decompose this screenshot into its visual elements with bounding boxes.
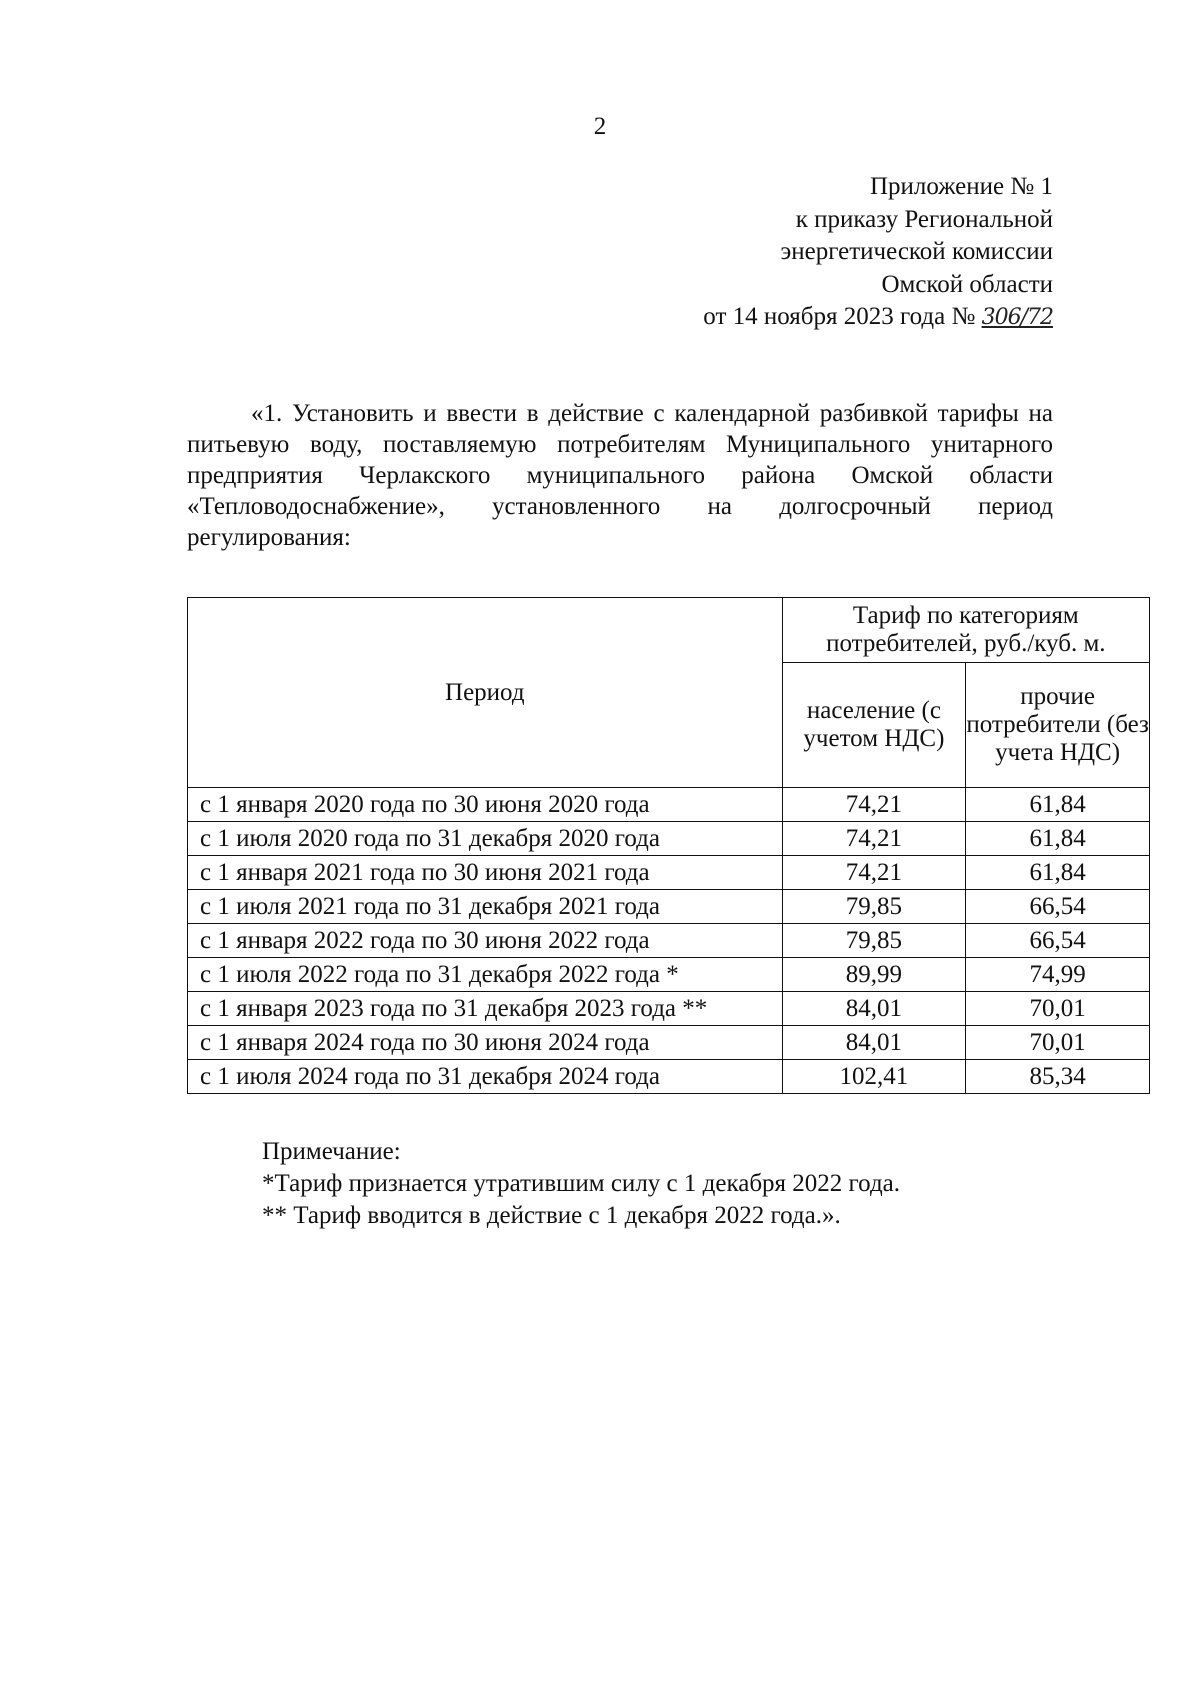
population-tariff-cell: 79,85 [782,890,966,924]
others-tariff-cell: 66,54 [966,890,1150,924]
others-tariff-cell: 70,01 [966,992,1150,1026]
others-tariff-cell: 85,34 [966,1060,1150,1094]
period-cell: с 1 января 2022 года по 30 июня 2022 года [188,924,783,958]
table-row [188,890,1150,924]
appendix-order-ref: к приказу Региональной [795,205,1053,233]
period-cell: с 1 января 2021 года по 30 июня 2021 года [188,856,783,890]
period-cell: с 1 января 2023 года по 31 декабря 2023 года ** [188,992,783,1026]
table-row [188,958,1150,992]
order-number: 306/72 [981,305,1053,330]
population-tariff-cell: 84,01 [782,992,966,1026]
period-cell: с 1 июля 2021 года по 31 декабря 2021 года [188,890,783,924]
population-tariff-cell: 79,85 [782,924,966,958]
population-tariff-cell: 74,21 [782,856,966,890]
others-tariff-cell: 61,84 [966,788,1150,822]
period-cell: с 1 июля 2020 года по 31 декабря 2020 года [188,822,783,856]
appendix-header [703,171,1053,335]
table-row [188,1026,1150,1060]
header-population: население (с учетом НДС) [782,663,966,788]
population-tariff-cell: 102,41 [782,1060,966,1094]
notes-title: Примечание: [262,1138,401,1165]
others-tariff-cell: 61,84 [966,856,1150,890]
tariff-table [187,597,1150,1094]
table-row [188,822,1150,856]
appendix-commission: энергетической комиссии [780,238,1053,265]
appendix-date: от 14 ноября 2023 года № [703,303,982,330]
header-period: Период [188,598,783,788]
others-tariff-cell: 70,01 [966,1026,1150,1060]
others-tariff-cell: 74,99 [966,958,1150,992]
others-tariff-cell: 61,84 [966,822,1150,856]
note-2: ** Тариф вводится в действие с 1 декабря 2022 года.». [262,1202,841,1229]
note-1: *Тариф признается утратившим силу с 1 декабря 2022 года. [262,1170,901,1197]
notes-block [262,1136,900,1232]
population-tariff-cell: 74,21 [782,788,966,822]
population-tariff-cell: 74,21 [782,822,966,856]
appendix-title: Приложение № 1 [869,173,1053,200]
table-row [188,1060,1150,1094]
table-row [188,924,1150,958]
page-number: 2 [593,113,607,140]
period-cell: с 1 июля 2022 года по 31 декабря 2022 года * [188,958,783,992]
table-header-row [188,598,1150,663]
table-row [188,992,1150,1026]
intro-paragraph: «1. Установить и ввести в действие с календарной разбивкой тарифы на питьевую воду, поставляемую потребителям Муниципального унитарного предприятия Черлакского муниципального района Омской области «Тепловодоснабжение», установленного на долгосрочный период регулирования: [187,400,1053,551]
period-cell: с 1 января 2020 года по 30 июня 2020 года [188,788,783,822]
appendix-region: Омской области [881,270,1053,298]
period-cell: с 1 января 2024 года по 30 июня 2024 года [188,1026,783,1060]
table-row [188,788,1150,822]
population-tariff-cell: 89,99 [782,958,966,992]
table-row [188,856,1150,890]
others-tariff-cell: 66,54 [966,924,1150,958]
period-cell: с 1 июля 2024 года по 31 декабря 2024 года [188,1060,783,1094]
header-tariff-group: Тариф по категориям потребителей, руб./куб. м. [782,598,1149,663]
appendix-date-line [703,301,1053,335]
population-tariff-cell: 84,01 [782,1026,966,1060]
header-others: прочие потребители (без учета НДС) [966,663,1150,788]
